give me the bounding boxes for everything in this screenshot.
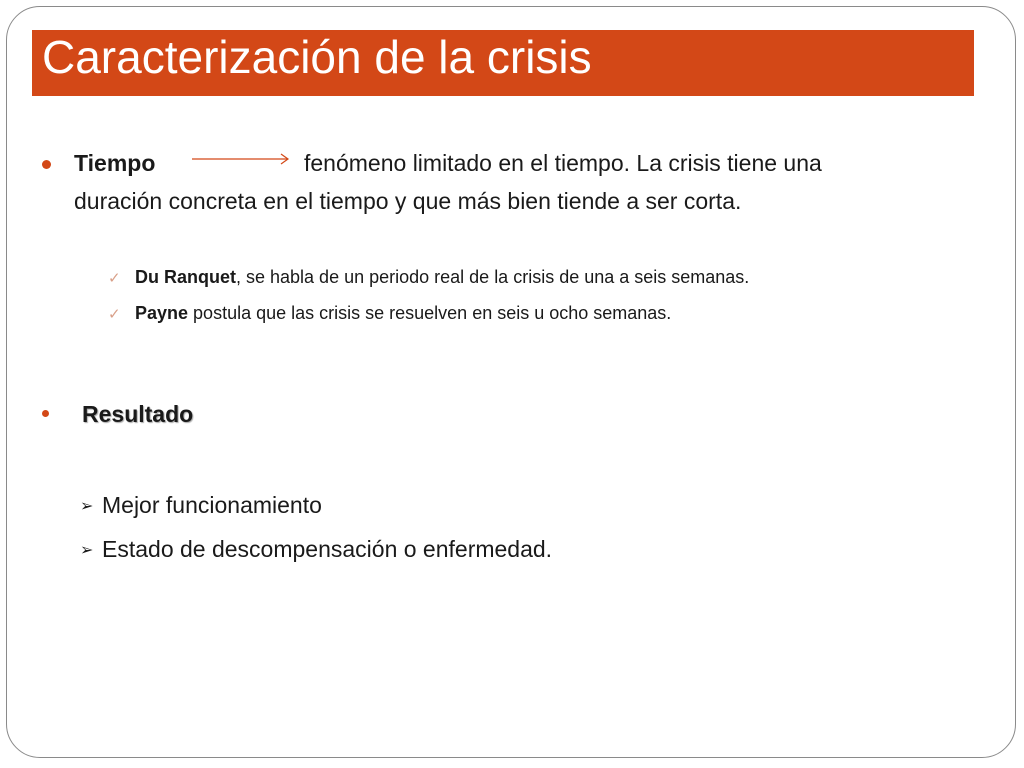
circle-bullet-icon <box>42 410 49 417</box>
author-du-ranquet: Du Ranquet <box>135 267 236 287</box>
sub-item-payne <box>108 300 671 328</box>
resultado-item-2: Estado de descompensación o enfermedad. <box>102 536 553 562</box>
author-payne: Payne <box>135 303 189 323</box>
checkmark-icon: ✓ <box>108 270 121 287</box>
triangle-arrow-icon: ➢ <box>80 542 94 559</box>
sub-item-du-ranquet <box>108 264 749 292</box>
tiempo-description-line1: fenómeno limitado en el tiempo. La crisis tiene una <box>304 150 822 176</box>
resultado-item-1: Mejor funcionamiento <box>102 492 322 518</box>
triangle-arrow-icon: ➢ <box>80 498 94 515</box>
right-arrow-icon <box>192 152 292 166</box>
term-resultado: Resultado <box>82 401 194 427</box>
bullet-tiempo-line1 <box>74 144 155 182</box>
term-tiempo: Tiempo <box>74 150 156 176</box>
circle-bullet-icon <box>42 160 51 169</box>
list-item-mejor-funcionamiento <box>80 488 322 524</box>
tiempo-description-line2: duración concreta en el tiempo y que más bien tiende a ser corta. <box>74 188 742 214</box>
checkmark-icon: ✓ <box>108 306 121 323</box>
slide-title: Caracterización de la crisis <box>42 31 592 83</box>
payne-text: postula que las crisis se resuelven en seis u ocho semanas. <box>188 303 672 323</box>
list-item-descompensacion <box>80 532 552 568</box>
du-ranquet-text: , se habla de un periodo real de la crisis de una a seis semanas. <box>236 267 750 287</box>
